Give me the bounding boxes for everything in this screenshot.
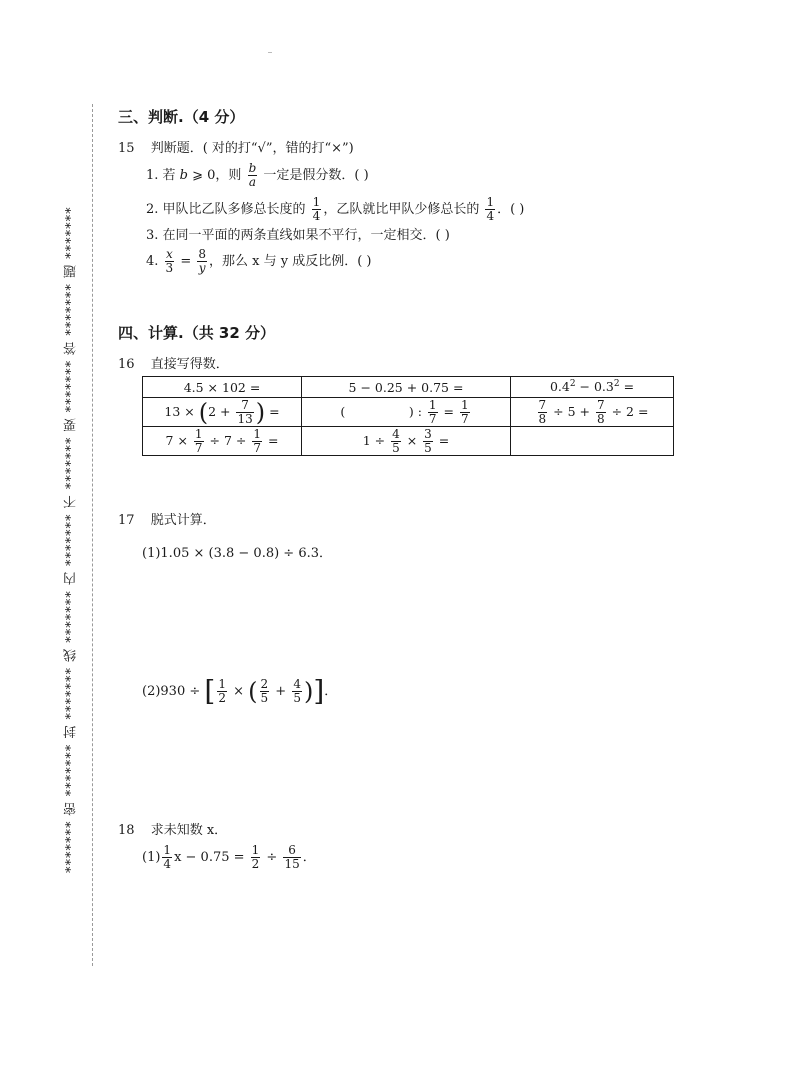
table-cell: 4.5 × 102 = <box>143 377 302 398</box>
fraction: $\frac{1}{2}$ <box>218 677 226 705</box>
fraction: $\frac{1}{7}$ <box>428 397 437 426</box>
fraction: $\frac{7}{8}$ <box>596 397 605 426</box>
q17-part-1: (1)1.05 × (3.8 − 0.8) ÷ 6.3． <box>142 546 332 561</box>
q18-part-1: (1) $\frac{1}{4}$ x − 0.75 = $\frac{1}{2}$ ÷ $\frac{6}{15}$ ． <box>142 843 316 871</box>
q15-item-1: 1. 若 b ⩾ 0，则 $\frac{b}{a}$ 一定是假分数．( ) <box>146 161 369 189</box>
table-cell: 1 ÷ $\frac{4}{5}$ × $\frac{3}{5}$ = <box>302 427 511 456</box>
question-stem: 判断题．( 对的打“√”，错的打“×”) <box>150 141 354 156</box>
question-number: 17 <box>118 513 135 528</box>
fraction: $\frac{4}{5}$ <box>392 426 400 455</box>
table-cell: 13 × (2 + $\frac{7}{13}$ ) = <box>143 398 302 427</box>
binding-line <box>92 104 93 966</box>
fraction: $\frac{b}{a}$ <box>248 161 257 189</box>
section-4-title: 四、计算.（共 32 分） <box>118 324 276 342</box>
fraction: $\frac{2}{5}$ <box>260 677 269 705</box>
table-row <box>143 398 674 427</box>
question-17 <box>118 512 216 530</box>
fraction: $\frac{7}{8}$ <box>538 397 547 426</box>
fraction: $\frac{7}{13}$ <box>237 397 253 426</box>
fraction: $\frac{x}{3}$ <box>165 247 174 275</box>
table-row <box>143 427 674 456</box>
question-number: 16 <box>118 357 135 372</box>
table-row <box>143 377 674 398</box>
question-18 <box>118 822 227 840</box>
fraction: $\frac{1}{2}$ <box>251 843 260 871</box>
fraction: $\frac{6}{15}$ <box>284 843 300 871</box>
fraction: $\frac{1}{7}$ <box>460 397 469 426</box>
fraction: $\frac{1}{4}$ <box>486 195 495 223</box>
table-cell: ( ) : $\frac{1}{7}$ = $\frac{1}{7}$ <box>302 398 511 427</box>
fraction: $\frac{4}{5}$ <box>293 677 301 705</box>
table-cell-empty <box>511 427 674 456</box>
question-stem: 脱式计算． <box>150 513 216 528</box>
table-cell: $\frac{7}{8}$ ÷ 5 + $\frac{7}{8}$ ÷ 2 = <box>511 398 674 427</box>
fraction: $\frac{3}{5}$ <box>424 426 432 455</box>
q15-item-2: 2. 甲队比乙队多修总长度的 $\frac{1}{4}$ ，乙队就比甲队少修总长的 $\frac{1}{4}$ ．( ) <box>146 195 525 223</box>
fraction: $\frac{1}{4}$ <box>163 843 172 871</box>
table-cell: 5 − 0.25 + 0.75 = <box>302 377 511 398</box>
question-number: 18 <box>118 823 135 838</box>
table-cell: $0.4^2 - 0.3^2$ = <box>511 377 674 398</box>
mental-math-table <box>142 376 674 456</box>
scan-mark <box>268 52 272 53</box>
q17-part-2: (2)930 ÷ [ $\frac{1}{2}$ × ( $\frac{2}{5}$ + $\frac{4}{5}$ )]． <box>142 674 338 708</box>
fraction: $\frac{8}{y}$ <box>198 247 206 275</box>
question-15 <box>118 140 354 158</box>
question-stem: 求未知数 x． <box>150 823 228 838</box>
fraction: $\frac{1}{7}$ <box>194 426 203 455</box>
question-number: 15 <box>118 141 135 156</box>
binding-notice: ******* 密 ******* 封 ******* 线 ******* 内 ******* 不 ******* 要 ******* 答 ******* 题 ******* <box>64 206 79 874</box>
fraction: $\frac{1}{4}$ <box>312 195 321 223</box>
table-cell: 7 × $\frac{1}{7}$ ÷ 7 ÷ $\frac{1}{7}$ = <box>143 427 302 456</box>
question-16 <box>118 356 229 374</box>
question-stem: 直接写得数． <box>150 357 229 372</box>
section-3-title: 三、判断.（4 分） <box>118 108 245 126</box>
q15-item-3: 3. 在同一平面的两条直线如果不平行，一定相交．( ) <box>146 228 450 243</box>
q15-item-4: 4. $\frac{x}{3}$ = $\frac{8}{y}$ ，那么 x 与 y 成反比例．( ) <box>146 247 372 275</box>
fraction: $\frac{1}{7}$ <box>253 426 261 455</box>
